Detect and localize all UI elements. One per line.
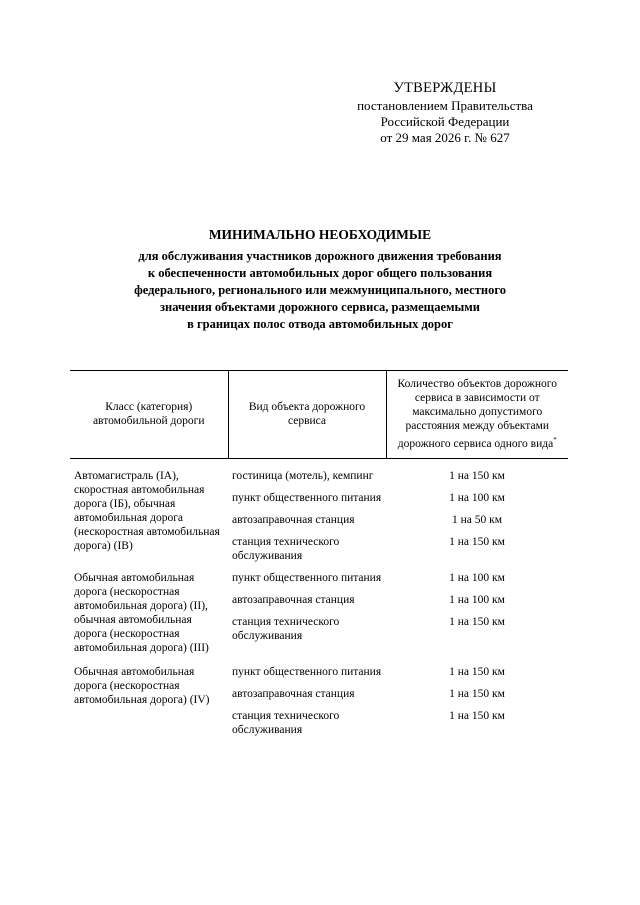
object-type-cell: автозаправочная станция <box>232 688 355 700</box>
object-type-cell: станция технического обслуживания <box>232 536 340 562</box>
approval-line-1: постановлением Правительства <box>357 98 533 113</box>
approval-heading: УТВЕРЖДЕНЫ <box>393 80 497 96</box>
quantity-cell: 1 на 150 км <box>449 710 505 722</box>
table-row <box>70 571 568 593</box>
object-type-cell: гостиница (мотель), кемпинг <box>232 470 374 482</box>
approval-line-2: Российской Федерации <box>380 114 510 129</box>
header-quantity <box>386 371 568 459</box>
object-type-cell: пункт общественного питания <box>232 492 382 504</box>
footnote-mark: * <box>553 436 557 445</box>
quantity-cell: 1 на 50 км <box>452 514 502 526</box>
approval-line-3: от 29 мая 2026 г. № 627 <box>380 130 510 145</box>
header-object-type: Вид объекта дорожного сервиса <box>228 371 386 459</box>
table-header-row <box>70 371 568 459</box>
road-class-cell: Обычная автомобильная дорога (нескоростная автомобильная дорога) (IV) <box>74 666 210 706</box>
quantity-cell: 1 на 150 км <box>449 688 505 700</box>
quantity-cell: 1 на 150 км <box>449 616 505 628</box>
subtitle-line: в границах полос отвода автомобильных дорог <box>187 317 453 331</box>
table-row <box>70 469 568 491</box>
road-class-cell: Автомагистраль (IA), скоростная автомобильная дорога (IБ), обычная автомобильная дорога (нескоростная автомобильная дорога) (IB) <box>74 470 220 552</box>
table-row <box>70 665 568 687</box>
object-type-cell: пункт общественного питания <box>232 666 382 678</box>
object-type-cell: автозаправочная станция <box>232 514 355 526</box>
quantity-cell: 1 на 150 км <box>449 470 505 482</box>
header-road-class: Класс (категория) автомобильной дороги <box>70 371 228 459</box>
object-type-cell: станция технического обслуживания <box>232 710 340 736</box>
subtitle-line: к обеспеченности автомобильных дорог общего пользования <box>147 266 493 280</box>
subtitle-line: для обслуживания участников дорожного движения требования <box>138 249 502 263</box>
object-type-cell: пункт общественного питания <box>232 572 382 584</box>
subtitle-line: федерального, регионального или межмуниципального, местного <box>134 283 506 297</box>
object-type-cell: станция технического обслуживания <box>232 616 340 642</box>
quantity-cell: 1 на 100 км <box>449 594 505 606</box>
road-class-cell: Обычная автомобильная дорога (нескоростная автомобильная дорога) (II), обычная автомобильная дорога (нескоростная автомобильная дорога) (III) <box>74 572 209 654</box>
quantity-cell: 1 на 150 км <box>449 536 505 548</box>
approval-block <box>330 78 560 146</box>
header-quantity-text: Количество объектов дорожного сервиса в зависимости от максимально допустимого расстояния между объектами дорожного сервиса одного вида <box>397 378 557 450</box>
document-title: МИНИМАЛЬНО НЕОБХОДИМЫЕ <box>208 227 432 242</box>
subtitle-line: значения объектами дорожного сервиса, размещаемыми <box>159 300 480 314</box>
quantity-cell: 1 на 100 км <box>449 572 505 584</box>
object-type-cell: автозаправочная станция <box>232 594 355 606</box>
quantity-cell: 1 на 100 км <box>449 492 505 504</box>
document-subtitle <box>60 248 580 333</box>
quantity-cell: 1 на 150 км <box>449 666 505 678</box>
requirements-table <box>70 370 568 745</box>
